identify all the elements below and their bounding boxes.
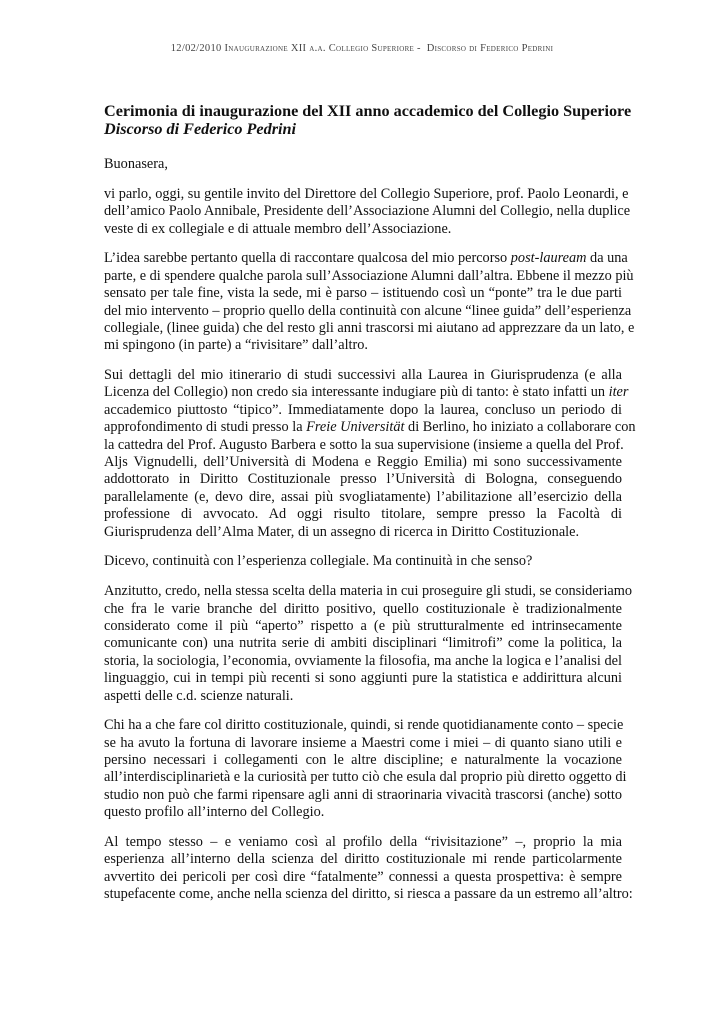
text-run: avvertito dei pericoli per così dire “fatalmente” connessi a questa prospettiva: è sempre xyxy=(104,868,622,885)
text-line xyxy=(104,735,622,752)
text-run: Al tempo stesso – e veniamo così al profilo della “rivisitazione” –, proprio la mia xyxy=(104,834,622,851)
greeting: Buonasera, xyxy=(104,156,168,172)
text-run: professione di avvocato. Ad oggi risulto titolare, sempre presso la Facoltà di xyxy=(104,506,622,523)
text-run: esperienza all’interno della scienza del diritto costituzionale mi rende particolarmente xyxy=(104,851,622,868)
text-run: veste di ex collegiale e di attuale membro dell’Associazione. xyxy=(104,220,452,237)
paragraph xyxy=(104,250,635,354)
text-line xyxy=(104,524,622,541)
text-line xyxy=(104,804,622,821)
text-run: Giurisprudenza dell’Alma Mater, di un assegno di ricerca in Diritto Costituzionale. xyxy=(104,523,580,540)
text-run: parte, e di spendere qualche parola sull’Associazione Alumni dall’altra. Ebbene il mezzo più xyxy=(104,267,634,284)
text-run: all’interdisciplinarietà e la curiosità per tutto ciò che esula dal proprio più diretto oggetto di xyxy=(104,769,627,786)
italic-term: Freie Universität xyxy=(306,419,405,436)
text-run: la cattedra del Prof. Augusto Barbera e sotto la sua supervisione (insieme a quella del Prof. xyxy=(104,436,624,453)
text-line xyxy=(104,869,622,886)
paragraphs xyxy=(104,185,636,904)
text-run: comunicante con) una nutrita serie di ambiti disciplinari “limitrofi” come la politica, la xyxy=(104,635,622,652)
text-run: studio non può che farmi ripensare agli anni di straorinaria vivacità trascorsi (anche) sotto xyxy=(104,786,622,803)
text-line xyxy=(104,454,622,471)
text-run: accademico piuttosto “tipico”. Immediatamente dopo la laurea, concluso un periodo di xyxy=(104,401,622,418)
italic-term: iter xyxy=(608,384,629,401)
document-subtitle: Discorso di Federico Pedrini xyxy=(104,119,296,138)
text-line xyxy=(104,221,622,238)
text-line xyxy=(104,618,622,635)
paragraph xyxy=(104,717,627,821)
text-run: dell’amico Paolo Annibale, Presidente dell’Associazione Alumni del Collegio, nella duplice xyxy=(104,203,631,220)
text-line xyxy=(104,302,632,320)
text-line xyxy=(104,752,622,769)
text-run: storia, la sociologia, l’economia, ovviamente la filosofia, ma anche la logica e l’analisi del xyxy=(104,652,622,669)
text-line xyxy=(104,185,629,203)
paragraph xyxy=(104,583,633,705)
text-line xyxy=(104,384,629,401)
text-line xyxy=(104,203,631,220)
text-run: del mio intervento – proprio quello della continuità con alcune “linee guida” dell’esperienza xyxy=(104,302,632,319)
text-line xyxy=(104,787,622,804)
text-line xyxy=(104,653,622,670)
page-header: 12/02/2010 Inaugurazione XII a.a. Collegio Superiore - Discorso di Federico Pedrini xyxy=(170,43,554,54)
text-line xyxy=(104,367,622,384)
paragraph xyxy=(104,185,631,238)
text-run: considerato come il più “aperto” rispetto a (e più strutturalmente ed intrinsecamente xyxy=(104,617,622,634)
text-line xyxy=(104,601,622,618)
text-line xyxy=(104,489,622,506)
text-run: Licenza del Collegio) non credo sia interessante indugiare più di tanto: è stato infatti un xyxy=(104,384,609,401)
text-run: Aljs Vignudelli, dell’Università di Modena e Reggio Emilia) mi sono successivamente xyxy=(104,454,622,471)
document-body xyxy=(104,102,636,904)
text-run: da una xyxy=(586,250,628,267)
text-line xyxy=(104,250,628,267)
text-line xyxy=(104,419,636,436)
text-run: collegiale, (linee guida) che del resto gli anni trascorsi mi aiutano ad apprezzare da un lato, e xyxy=(104,319,635,336)
text-run: se ha avuto la fortuna di lavorare insieme a Maestri come i miei – di quanto siano utili e xyxy=(104,734,622,751)
text-run: questo profilo all’interno del Collegio. xyxy=(104,804,325,821)
text-line xyxy=(104,834,622,851)
text-line xyxy=(104,285,622,302)
text-line xyxy=(104,506,622,523)
document-title: Cerimonia di inaugurazione del XII anno accademico del Collegio Superiore xyxy=(104,102,632,120)
text-run: L’idea sarebbe pertanto quella di raccontare qualcosa del mio percorso xyxy=(104,250,511,267)
text-line xyxy=(104,337,622,354)
text-run: di Berlino, ho iniziato a collaborare con xyxy=(404,419,636,436)
paragraph xyxy=(104,553,622,570)
text-run: mi spingono (in parte) a “rivisitare” dall’altro. xyxy=(104,337,369,354)
text-line xyxy=(104,471,622,488)
text-line xyxy=(104,886,633,903)
text-run: vi parlo, oggi, su gentile invito del Direttore del Collegio Superiore, prof. Paolo Leonardi, e xyxy=(104,185,629,202)
text-run: Dicevo, continuità con l’esperienza collegiale. Ma continuità in che senso? xyxy=(104,553,533,570)
text-line xyxy=(104,583,633,600)
text-run: che fra le varie branche del diritto positivo, quello costituzionale è tradizionalmente xyxy=(104,600,622,617)
text-line xyxy=(104,635,622,652)
paragraph xyxy=(104,834,633,904)
text-run: stupefacente come, anche nella scienza del diritto, si riesca a passare da un estremo all’altro: xyxy=(104,886,633,903)
text-line xyxy=(104,402,622,419)
text-run: linguaggio, cui in tempi più recenti si sono aggiunti pure la statistica e addirittura alcuni xyxy=(104,670,622,687)
italic-term: post-lauream xyxy=(510,250,587,267)
paragraph xyxy=(104,367,636,541)
text-line xyxy=(104,769,627,786)
text-line xyxy=(104,437,622,454)
text-run: parallelamente (e, devo dire, assai più svogliatamente) l’abilitazione all’esercizio della xyxy=(104,488,622,505)
text-run: Anzitutto, credo, nella stessa scelta della materia in cui proseguire gli studi, se consideriamo xyxy=(104,583,633,600)
text-run: sensato per tale fine, vista la sede, mi è parso – istituendo così un “ponte” tra le due parti xyxy=(104,285,622,302)
text-line xyxy=(104,319,635,337)
text-line xyxy=(104,851,622,868)
text-run: Sui dettagli del mio itinerario di studi successivi alla Laurea in Giurisprudenza (e alla xyxy=(104,367,622,384)
text-run: persino necessari i collegamenti con le altre discipline; e naturalmente la vocazione xyxy=(104,752,622,769)
text-run: aspetti delle c.d. scienze naturali. xyxy=(104,687,294,704)
text-run: approfondimento di studi presso la xyxy=(104,419,307,436)
text-line xyxy=(104,688,622,705)
text-line xyxy=(104,670,622,687)
text-run: addottorato in Diritto Costituzionale presso l’Università di Bologna, conseguendo xyxy=(104,471,622,488)
text-line xyxy=(104,553,622,570)
text-run: Chi ha a che fare col diritto costituzionale, quindi, si rende quotidianamente conto – specie xyxy=(104,717,624,734)
text-line xyxy=(104,717,622,734)
text-line xyxy=(104,267,634,285)
